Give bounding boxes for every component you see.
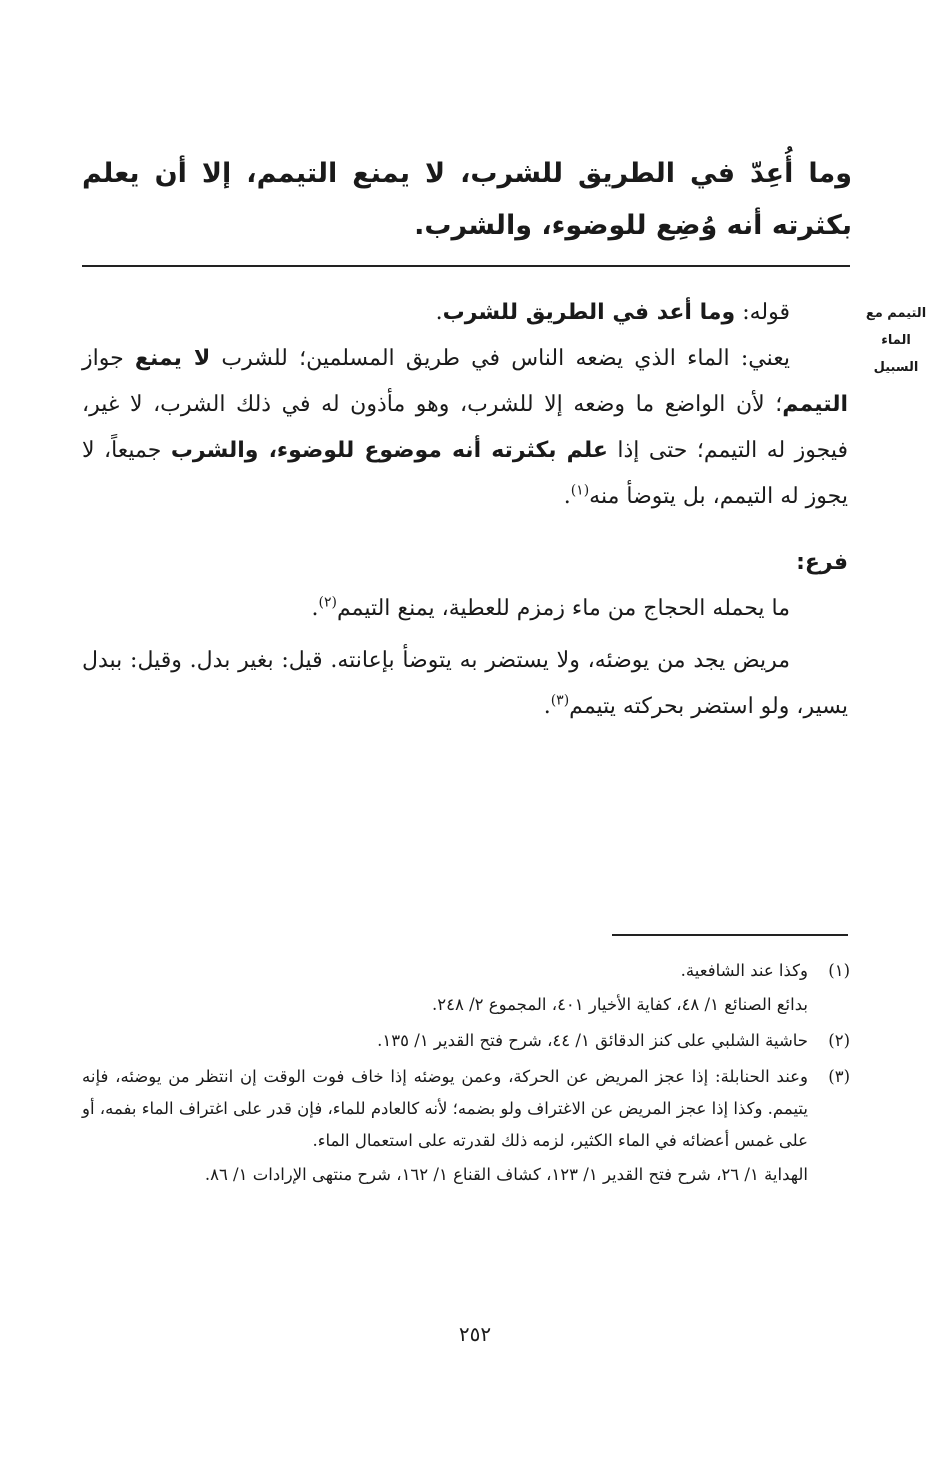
- margin-note-line: السبيل: [873, 360, 919, 375]
- bold-run: لا يمنع: [134, 346, 211, 371]
- footnote-text: وعند الحنابلة: إذا عجز المريض عن الحركة، وعمن يوضئه إذا خاف فوت الوقت إن انتظر من يوضئه، فإنه يتيمم. وكذا إذا عجز المريض عن الاغتراف ولو بضمه؛ لأنه كالعادم للماء، فإن قدر على اغتراف الماء بفمه، أو على غمس أعضائه في الماء الكثير، لزمه ذلك لقدرته على استعمال الماء.: [82, 1067, 808, 1150]
- page-number: ٢٥٢: [458, 1322, 492, 1346]
- footnote-sources: بدائع الصنائع ١/ ٤٨، كفاية الأخيار ٤٠١، المجموع ٢/ ٢٤٨.: [432, 995, 808, 1014]
- text-run: .: [311, 596, 319, 621]
- footnote-2: [82, 1025, 850, 1057]
- patient-paragraph: [82, 638, 848, 730]
- text-run: مريض يجد من يوضئه، ولا يستضر به يتوضأ بإعانته. قيل: بغير بدل. وقيل: ببدل يسير، ولو استضر بحركته يتيمم: [82, 648, 848, 719]
- footnote-text: حاشية الشلبي على كنز الدقائق ١/ ٤٤، شرح فتح القدير ١/ ١٣٥.: [377, 1031, 808, 1050]
- footnote-ref: (٢): [318, 594, 337, 611]
- footnote-ref: (١): [570, 482, 590, 499]
- margin-note-line: الماء: [881, 333, 911, 348]
- footnote-divider: [612, 934, 848, 936]
- commentary-quote: [82, 290, 848, 336]
- margin-note: [856, 300, 936, 381]
- text-run: جميعاً، لا يجوز له التيمم، بل يتوضأ منه: [82, 438, 848, 509]
- footnote-3: [82, 1061, 850, 1191]
- text-run: ؛ لأن الواضع ما وضعه إلا للشرب، وهو مأذون له في ذلك الشرب، لا غير، فيجوز له التيمم؛ حتى إذا: [82, 392, 848, 463]
- text-run: .: [543, 694, 551, 719]
- margin-note-line: التيمم مع: [865, 306, 927, 321]
- text-run: جواز: [82, 346, 124, 371]
- text-run: .: [563, 484, 571, 509]
- bold-run: علم بكثرته أنه موضوع للوضوء، والشرب: [170, 438, 608, 463]
- footnote-number: (١): [828, 961, 850, 980]
- commentary-paragraph: [82, 336, 848, 520]
- footnote-1: [82, 955, 850, 1021]
- footnote-text: وكذا عند الشافعية.: [680, 961, 808, 980]
- matn-divider: [82, 265, 850, 267]
- footnote-number: (٢): [828, 1031, 850, 1050]
- text-run: ما يحمله الحجاج من ماء زمزم للعطية، يمنع التيمم: [336, 596, 790, 621]
- matn-text: وما أُعِدّ في الطريق للشرب، لا يمنع التيمم، إلا أن يعلم بكثرته أنه وُضِع للوضوء، والشرب.: [82, 158, 852, 241]
- spacer: [82, 520, 848, 540]
- footnotes: [82, 955, 850, 1195]
- quote-end: .: [435, 300, 443, 325]
- footnote-ref: (٣): [550, 692, 570, 709]
- quote-bold: وما أعد في الطريق للشرب: [442, 300, 736, 325]
- commentary: [82, 290, 848, 730]
- quote-prefix: قوله:: [742, 300, 790, 325]
- footnote-number: (٣): [828, 1067, 850, 1086]
- footnote-sources: الهداية ١/ ٢٦، شرح فتح القدير ١/ ١٢٣، كشاف القناع ١/ ١٦٢، شرح منتهى الإرادات ١/ ٨٦.: [204, 1165, 808, 1184]
- bold-run: التيمم: [782, 392, 848, 417]
- text-run: يعني: الماء الذي يضعه الناس في طريق المسلمين؛ للشرب: [221, 346, 790, 371]
- far-paragraph: [82, 586, 848, 632]
- far-heading: فرع:: [796, 550, 848, 575]
